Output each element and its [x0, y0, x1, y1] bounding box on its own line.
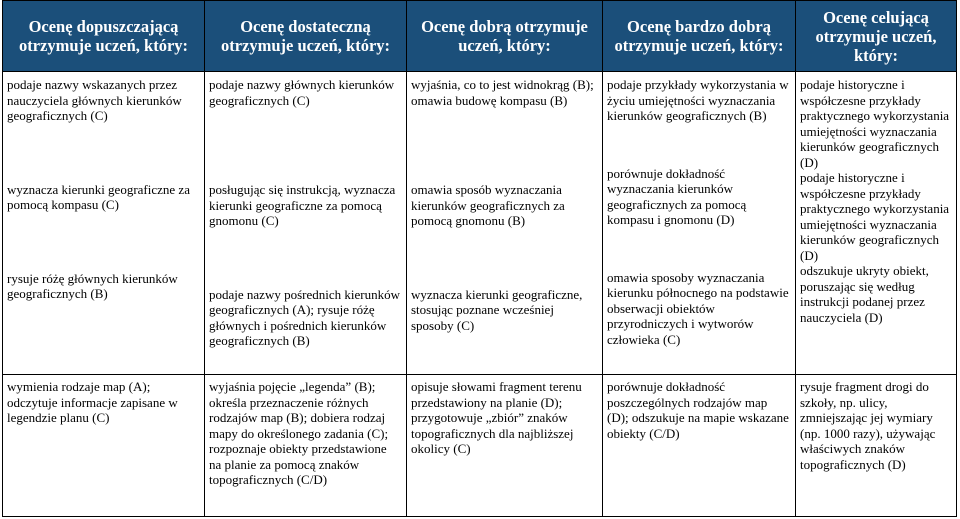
criterion-item: podaje nazwy głównych kierunków geograficznych (C) — [209, 77, 395, 108]
header-grade-good: Ocenę dobrą otrzymuje uczeń, który: — [407, 1, 603, 72]
cell-satisfactory-maps: wyjaśnia pojęcie „legenda” (B); określa przeznaczenie różnych rodzajów map (B); dobiera rodzaj mapy do określonego zadania (C); rozpoznaje obiekty przedstawione na planie za pomocą znaków topograficznych (C/D) — [205, 375, 407, 517]
criterion-item: rysuje różę głównych kierunków geograficznych (B) — [7, 270, 178, 301]
criterion-item: odszukuje ukryty obiekt, poruszając się według instrukcji podanej przez nauczyciela (D) — [800, 263, 929, 325]
criterion-item: podaje historyczne i współczesne przykłady praktycznego wykorzystania umiejętności wyznaczania kierunków geograficznych (D) — [800, 77, 950, 170]
header-grade-very-good: Ocenę bardzo dobrą otrzymuje uczeń, który: — [603, 1, 796, 72]
cell-excellent-maps: rysuje fragment drogi do szkoły, np. ulicy, zmniejszając jej wymiary (np. 1000 razy), używając właściwych znaków topograficznych (D) — [796, 375, 957, 517]
cell-good-maps: opisuje słowami fragment terenu przedstawiony na planie (D); przygotowuje „zbiór” znaków topograficznych dla najbliższej okolicy (C) — [407, 375, 603, 517]
table-row-maps — [3, 375, 957, 517]
table-row-directions — [3, 72, 957, 375]
criterion-item: podaje nazwy pośrednich kierunków geograficznych (A); rysuje różę głównych i pośrednich kierunków geograficznych (B) — [209, 286, 400, 348]
grading-criteria-table — [2, 0, 957, 517]
cell-satisfactory-directions — [205, 72, 407, 375]
criterion-item: podaje historyczne i współczesne przykłady praktycznego wykorzystania umiejętności wyznaczania kierunków geograficznych (D) — [800, 170, 950, 263]
criterion-item: porównuje dokładność wyznaczania kierunków geograficznych za pomocą kompasu i gnomonu (D) — [607, 165, 747, 227]
cell-sufficient-directions — [3, 72, 205, 375]
header-row — [3, 1, 957, 72]
criterion-item: wyznacza kierunki geograficzne za pomocą kompasu (C) — [7, 181, 190, 212]
cell-sufficient-maps: wymienia rodzaje map (A); odczytuje informacje zapisane w legendzie planu (C) — [3, 375, 205, 517]
header-grade-excellent: Ocenę celującą otrzymuje uczeń, który: — [796, 1, 957, 72]
criterion-item: podaje nazwy wskazanych przez nauczyciela głównych kierunków geograficznych (C) — [7, 77, 182, 123]
criterion-item: omawia sposoby wyznaczania kierunku północnego na podstawie obserwacji obiektów przyrodniczych i wytworów człowieka (C) — [607, 269, 789, 347]
criterion-item: podaje przykłady wykorzystania w życiu umiejętności wyznaczania kierunków geograficznych (B) — [607, 77, 789, 123]
criterion-item: wyznacza kierunki geograficzne, stosując poznane wcześniej sposoby (C) — [411, 286, 583, 333]
cell-good-directions — [407, 72, 603, 375]
criterion-item: wyjaśnia, co to jest widnokrąg (B); omawia budowę kompasu (B) — [411, 77, 594, 108]
criterion-item: posługując się instrukcją, wyznacza kierunki geograficzne za pomocą gnomonu (C) — [209, 182, 396, 228]
cell-very-good-directions — [603, 72, 796, 375]
header-grade-satisfactory: Ocenę dostateczną otrzymuje uczeń, który: — [205, 1, 407, 72]
cell-very-good-maps: porównuje dokładność poszczególnych rodzajów map (D); odszukuje na mapie wskazane obiekty (C/D) — [603, 375, 796, 517]
cell-excellent-directions — [796, 72, 957, 375]
header-grade-sufficient: Ocenę dopuszczającą otrzymuje uczeń, który: — [3, 1, 205, 72]
criterion-item: omawia sposób wyznaczania kierunków geograficznych za pomocą gnomonu (B) — [411, 182, 565, 228]
